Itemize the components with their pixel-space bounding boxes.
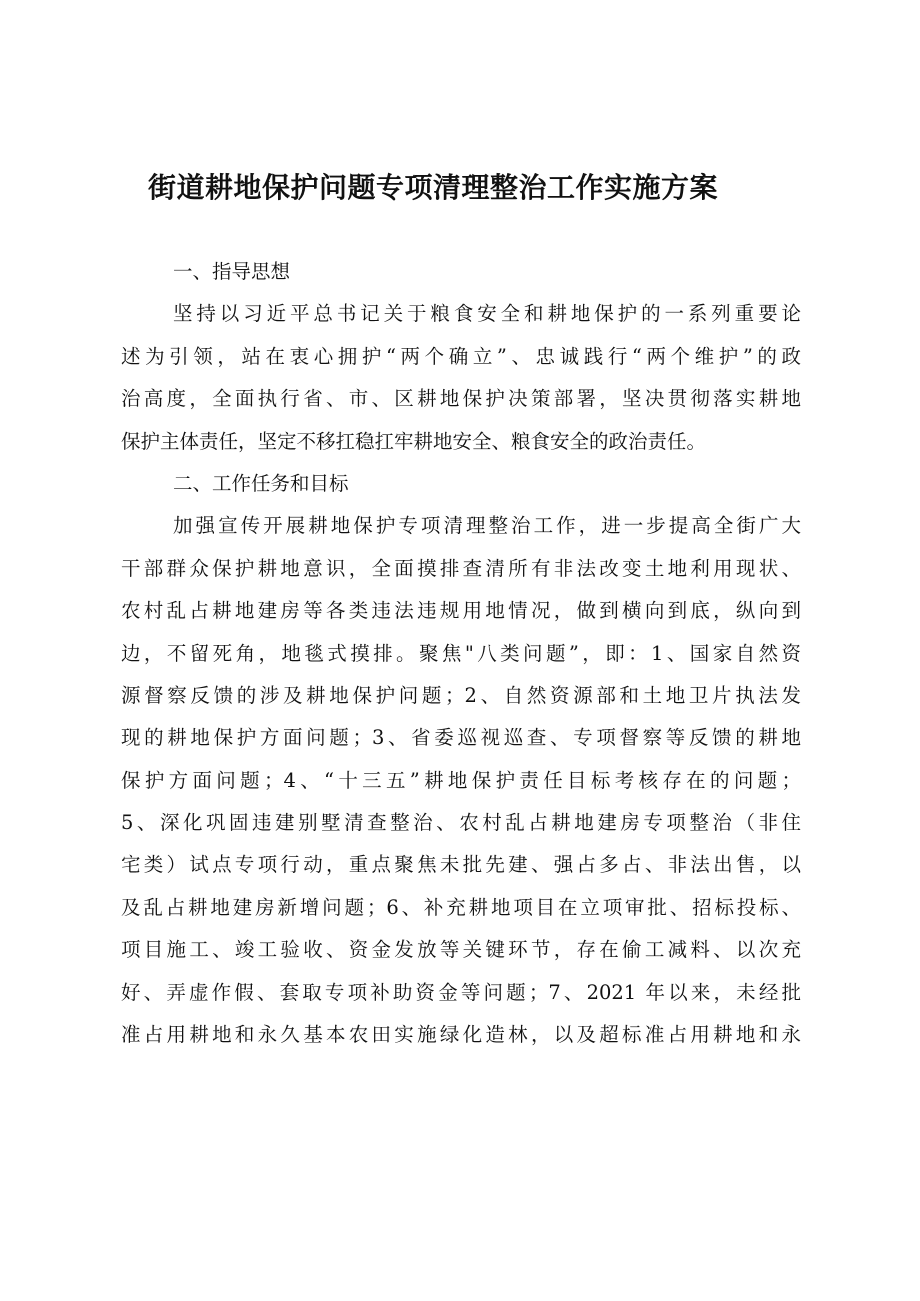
text-line: 准占用耕地和永久基本农田实施绿化造林，以及超标准占用耕地和永 xyxy=(121,1023,801,1047)
text-line: 治高度，全面执行省、市、区耕地保护决策部署，坚决贯彻落实耕地 xyxy=(121,387,801,411)
text-line: 农村乱占耕地建房等各类违法违规用地情况，做到横向到底，纵向到 xyxy=(121,599,801,623)
document-body xyxy=(121,251,801,1056)
section-heading-guiding-ideology: 一、指导思想 xyxy=(173,260,291,283)
text-line: 保护主体责任，坚定不移扛稳扛牢耕地安全、粮食安全的政治责任。 xyxy=(121,429,707,453)
text-line: 源督察反馈的涉及耕地保护问题；2、自然资源部和土地卫片执法发 xyxy=(121,683,801,707)
text-line: 及乱占耕地建房新增问题；6、补充耕地项目在立项审批、招标投标、 xyxy=(121,895,801,919)
text-line: 保护方面问题；4、“十三五”耕地保护责任目标考核存在的问题； xyxy=(121,768,801,792)
section-paragraph-tasks-and-goals xyxy=(121,505,801,1056)
text-line: 干部群众保护耕地意识，全面摸排查清所有非法改变土地利用现状、 xyxy=(121,556,801,580)
section-heading-tasks-and-goals: 二、工作任务和目标 xyxy=(173,471,349,495)
document-title: 街道耕地保护问题专项清理整治工作实施方案 xyxy=(148,171,719,204)
text-line: 现的耕地保护方面问题；3、省委巡视巡查、专项督察等反馈的耕地 xyxy=(121,726,801,750)
text-line: 加强宣传开展耕地保护专项清理整治工作，进一步提高全街广大 xyxy=(173,514,801,538)
text-line: 好、弄虚作假、套取专项补助资金等问题；7、2021 年以来，未经批 xyxy=(121,980,801,1004)
text-line: 述为引领，站在衷心拥护“两个确立”、忠诚践行“两个维护”的政 xyxy=(121,344,801,368)
text-line: 边，不留死角，地毯式摸排。聚焦"八类问题”，即：1、国家自然资 xyxy=(121,641,801,665)
text-line: 宅类）试点专项行动，重点聚焦未批先建、强占多占、非法出售，以 xyxy=(121,853,801,877)
text-line: 项目施工、竣工验收、资金发放等关键环节，存在偷工减料、以次充 xyxy=(121,938,801,962)
section-paragraph-guiding-ideology xyxy=(121,293,801,463)
text-line: 5、深化巩固违建别墅清查整治、农村乱占耕地建房专项整治（非住 xyxy=(121,811,801,835)
text-line: 坚持以习近平总书记关于粮食安全和耕地保护的一系列重要论 xyxy=(173,302,801,326)
